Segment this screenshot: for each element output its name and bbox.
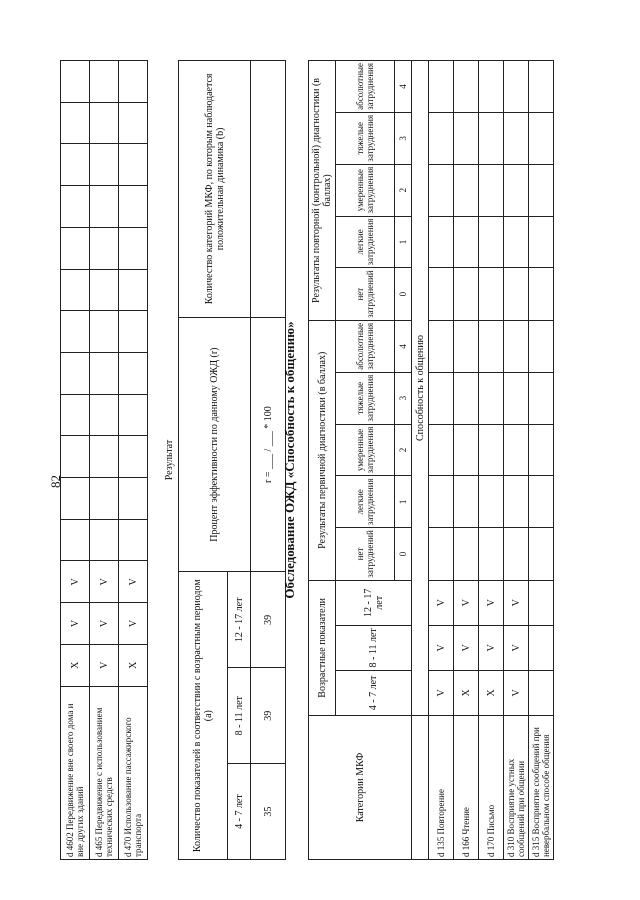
age-header: Возрастные показатели bbox=[309, 580, 336, 715]
degree-header: умеренные затруднения bbox=[336, 164, 395, 216]
score-header: 2 bbox=[395, 424, 412, 476]
section-label: Способность к общению bbox=[412, 61, 429, 716]
top-row-cell bbox=[119, 186, 148, 228]
age-mark-cell bbox=[529, 625, 554, 670]
top-row-cell bbox=[90, 102, 119, 144]
top-row-cell: V bbox=[90, 603, 119, 645]
row-label: d 310 Восприятие устных сообщений при общении bbox=[504, 715, 529, 859]
score-cell bbox=[454, 424, 479, 476]
formula: r = ___ / ___ * 100 bbox=[251, 317, 286, 572]
top-row-cell: V bbox=[119, 561, 148, 603]
top-row-label: d 4602 Передвижение вне своего дома и вне других зданий bbox=[61, 686, 90, 859]
top-row-cell: V bbox=[90, 561, 119, 603]
top-row-label: d 470 Использование пассажирского транспорта bbox=[119, 686, 148, 859]
top-row-cell bbox=[119, 519, 148, 561]
age-8-11-value: 39 bbox=[251, 668, 286, 764]
top-row-cell bbox=[119, 436, 148, 478]
communication-table bbox=[308, 60, 554, 860]
score-cell bbox=[529, 476, 554, 528]
score-cell bbox=[454, 320, 479, 372]
top-row-label: d 465 Передвижение с использованием технических средств bbox=[90, 686, 119, 859]
age-mark-cell: V bbox=[479, 580, 504, 625]
top-row-cell bbox=[61, 436, 90, 478]
age-4-7-header: 4 - 7 лет bbox=[228, 764, 251, 860]
primary-diagnostics-header: Результаты первичной диагностики (в баллах) bbox=[309, 320, 336, 580]
score-cell bbox=[504, 424, 529, 476]
age-4-7-value: 35 bbox=[251, 764, 286, 860]
score-cell bbox=[454, 112, 479, 164]
count-header: Количество показателей в соответствии с возрастным периодом (a) bbox=[179, 572, 228, 860]
top-row-cell bbox=[61, 352, 90, 394]
score-cell bbox=[504, 476, 529, 528]
score-header: 2 bbox=[395, 164, 412, 216]
top-row-cell bbox=[90, 394, 119, 436]
score-cell bbox=[454, 164, 479, 216]
degree-header: абсолютные затруднения bbox=[336, 320, 395, 372]
age-mark-cell: V bbox=[429, 580, 454, 625]
score-cell bbox=[479, 476, 504, 528]
degree-header: умеренные затруднения bbox=[336, 424, 395, 476]
top-mobility-table bbox=[60, 60, 148, 860]
degree-header: абсолютные затруднения bbox=[336, 61, 395, 113]
top-row-cell: V bbox=[90, 644, 119, 686]
score-cell bbox=[429, 320, 454, 372]
degree-header: нет затруднений bbox=[336, 268, 395, 321]
score-header: 0 bbox=[395, 528, 412, 581]
score-cell bbox=[429, 476, 454, 528]
top-row-cell bbox=[61, 186, 90, 228]
score-cell bbox=[504, 372, 529, 424]
score-cell bbox=[454, 268, 479, 321]
score-cell bbox=[504, 320, 529, 372]
top-row-cell: X bbox=[119, 644, 148, 686]
score-header: 4 bbox=[395, 61, 412, 113]
score-cell bbox=[454, 61, 479, 113]
top-row-cell bbox=[90, 61, 119, 103]
top-row-cell bbox=[119, 227, 148, 269]
degree-header: легкие затруднения bbox=[336, 216, 395, 268]
top-row-cell bbox=[119, 352, 148, 394]
age-mark-cell: V bbox=[504, 625, 529, 670]
row-label: d 135 Повторение bbox=[429, 715, 454, 859]
score-cell bbox=[454, 528, 479, 581]
age-mark-cell bbox=[529, 580, 554, 625]
top-table-row bbox=[61, 61, 90, 860]
page-number: 82 bbox=[48, 475, 63, 488]
row-label: d 315 Восприятие сообщений при невербальном способе общения bbox=[529, 715, 554, 859]
age-mark-cell: V bbox=[429, 625, 454, 670]
score-cell bbox=[429, 528, 454, 581]
score-cell bbox=[429, 164, 454, 216]
top-table-row bbox=[90, 61, 119, 860]
top-row-cell: V bbox=[61, 603, 90, 645]
age-mark-cell: V bbox=[454, 580, 479, 625]
top-row-cell bbox=[61, 478, 90, 520]
top-row-cell: X bbox=[61, 644, 90, 686]
repeat-diagnostics-header: Результаты повторной (контрольной) диагностики (в баллах) bbox=[309, 61, 336, 321]
top-row-cell bbox=[90, 311, 119, 353]
score-cell bbox=[479, 216, 504, 268]
score-cell bbox=[479, 372, 504, 424]
top-row-cell bbox=[61, 144, 90, 186]
top-row-cell bbox=[61, 102, 90, 144]
score-cell bbox=[504, 164, 529, 216]
score-header: 1 bbox=[395, 216, 412, 268]
table-row bbox=[504, 61, 529, 860]
score-cell bbox=[454, 476, 479, 528]
percent-header: Процент эффективности по данному ОЖД (r) bbox=[179, 317, 251, 572]
score-header: 3 bbox=[395, 112, 412, 164]
score-cell bbox=[504, 61, 529, 113]
age-12-17-col: 12 - 17 лет bbox=[336, 580, 412, 625]
age-mark-cell: V bbox=[429, 670, 454, 715]
top-table-row bbox=[119, 61, 148, 860]
score-cell bbox=[504, 528, 529, 581]
age-mark-cell: X bbox=[454, 670, 479, 715]
top-row-cell bbox=[61, 61, 90, 103]
score-cell bbox=[429, 112, 454, 164]
top-row-cell bbox=[61, 519, 90, 561]
top-row-cell bbox=[119, 394, 148, 436]
top-row-cell bbox=[61, 394, 90, 436]
score-cell bbox=[479, 164, 504, 216]
age-8-11-col: 8 - 11 лет bbox=[336, 625, 412, 670]
age-12-17-value: 39 bbox=[251, 572, 286, 668]
score-header: 3 bbox=[395, 372, 412, 424]
results-title: Результат bbox=[160, 61, 179, 860]
row-label: d 166 Чтение bbox=[454, 715, 479, 859]
top-row-cell: V bbox=[61, 561, 90, 603]
age-mark-cell: V bbox=[454, 625, 479, 670]
score-cell bbox=[529, 268, 554, 321]
table-row bbox=[479, 61, 504, 860]
top-row-cell bbox=[119, 311, 148, 353]
section-title: Обследование ОЖД «Способность к общению» bbox=[282, 321, 297, 599]
age-mark-cell: V bbox=[504, 580, 529, 625]
top-row-cell bbox=[90, 269, 119, 311]
age-8-11-header: 8 - 11 лет bbox=[228, 668, 251, 764]
score-cell bbox=[504, 216, 529, 268]
score-cell bbox=[529, 61, 554, 113]
score-cell bbox=[479, 268, 504, 321]
degree-header: тяжелые затруднения bbox=[336, 372, 395, 424]
score-cell bbox=[529, 424, 554, 476]
results-table bbox=[160, 60, 286, 860]
top-row-cell bbox=[61, 311, 90, 353]
age-12-17-header: 12 - 17 лет bbox=[228, 572, 251, 668]
score-header: 0 bbox=[395, 268, 412, 321]
score-cell bbox=[429, 372, 454, 424]
score-cell bbox=[529, 528, 554, 581]
top-row-cell bbox=[61, 269, 90, 311]
category-header: Категории МКФ bbox=[309, 715, 412, 859]
score-cell bbox=[479, 61, 504, 113]
score-header: 4 bbox=[395, 320, 412, 372]
score-cell bbox=[529, 164, 554, 216]
age-mark-cell: X bbox=[479, 670, 504, 715]
top-row-cell bbox=[119, 478, 148, 520]
degree-header: тяжелые затруднения bbox=[336, 112, 395, 164]
score-cell bbox=[479, 112, 504, 164]
score-cell bbox=[429, 424, 454, 476]
score-cell bbox=[504, 268, 529, 321]
score-cell bbox=[529, 112, 554, 164]
score-cell bbox=[504, 112, 529, 164]
top-row-cell bbox=[90, 519, 119, 561]
age-mark-cell bbox=[529, 670, 554, 715]
table-row bbox=[429, 61, 454, 860]
top-row-cell bbox=[119, 269, 148, 311]
top-row-cell bbox=[90, 478, 119, 520]
top-row-cell bbox=[90, 144, 119, 186]
top-row-cell: V bbox=[119, 603, 148, 645]
score-cell bbox=[454, 216, 479, 268]
score-header: 1 bbox=[395, 476, 412, 528]
score-cell bbox=[454, 372, 479, 424]
top-row-cell bbox=[90, 186, 119, 228]
score-cell bbox=[529, 320, 554, 372]
table-row bbox=[454, 61, 479, 860]
positive-dynamics-value bbox=[251, 61, 286, 318]
positive-dynamics-header: Количество категорий МКФ, по которым наблюдается положительная динамика (b) bbox=[179, 61, 251, 318]
top-row-cell bbox=[90, 352, 119, 394]
section-label-empty bbox=[412, 715, 429, 859]
top-row-cell bbox=[90, 436, 119, 478]
age-mark-cell: V bbox=[479, 625, 504, 670]
top-row-cell bbox=[90, 227, 119, 269]
age-4-7-col: 4 - 7 лет bbox=[336, 670, 412, 715]
degree-header: легкие затруднения bbox=[336, 476, 395, 528]
score-cell bbox=[429, 61, 454, 113]
table-row bbox=[529, 61, 554, 860]
score-cell bbox=[479, 320, 504, 372]
score-cell bbox=[529, 372, 554, 424]
score-cell bbox=[479, 528, 504, 581]
age-mark-cell: V bbox=[504, 670, 529, 715]
row-label: d 170 Письмо bbox=[479, 715, 504, 859]
score-cell bbox=[429, 268, 454, 321]
score-cell bbox=[529, 216, 554, 268]
top-row-cell bbox=[119, 61, 148, 103]
degree-header: нет затруднений bbox=[336, 528, 395, 581]
score-cell bbox=[429, 216, 454, 268]
top-row-cell bbox=[61, 227, 90, 269]
top-row-cell bbox=[119, 144, 148, 186]
top-row-cell bbox=[119, 102, 148, 144]
score-cell bbox=[479, 424, 504, 476]
